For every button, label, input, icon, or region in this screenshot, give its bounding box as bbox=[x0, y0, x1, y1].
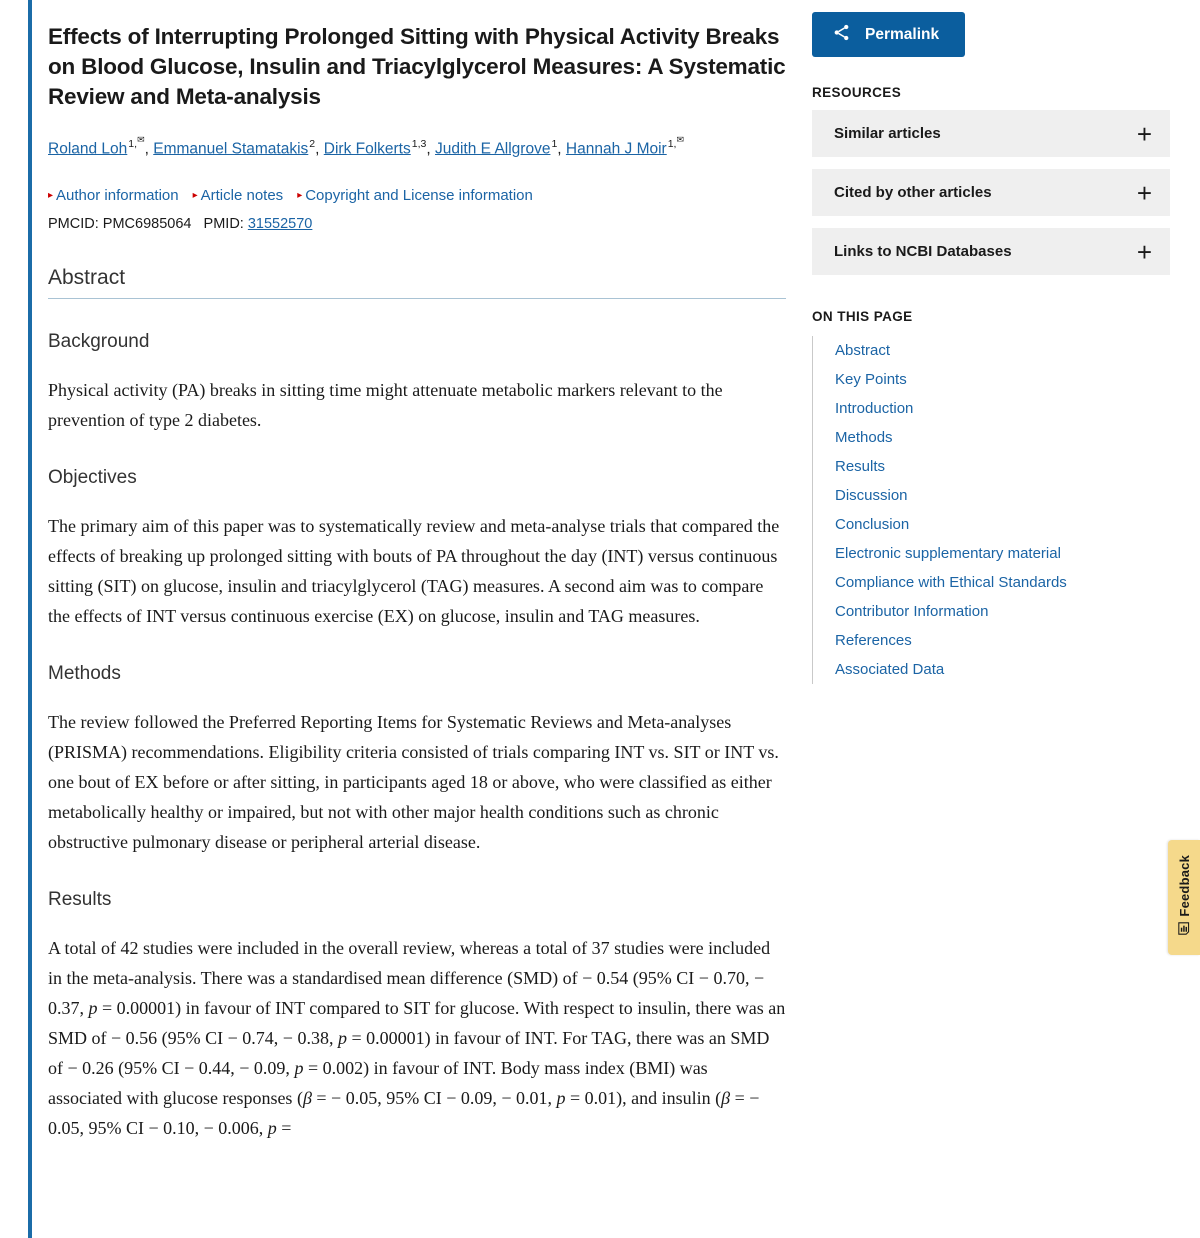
author-link[interactable]: Dirk Folkerts bbox=[323, 140, 411, 158]
plus-icon[interactable]: + bbox=[1136, 236, 1152, 267]
plus-icon[interactable]: + bbox=[1136, 118, 1152, 149]
abstract-subheading: Methods bbox=[48, 662, 121, 684]
abstract-paragraph: The primary aim of this paper was to systematically review and meta-analyse trials that compared the effects of breaking up prolonged sitting with bouts of PA throughout the day (INT) versus continuous sitting (SIT) on glucose, insulin and triacylglycerol (TAG) measures. A second aim was to compare the effects of INT versus continuous exercise (EX) on glucose, insulin and TAG measures. bbox=[48, 515, 780, 626]
abstract-paragraph: The review followed the Preferred Reporting Items for Systematic Reviews and Meta-analyses (PRISMA) recommendations. Eligibility criteria consisted of trials comparing INT vs. SIT or INT vs. one bout of EX before or after sitting, in participants aged 18 or above, who were classified as either metabolically healthy or impaired, but not with other major health conditions such as chronic obstructive pulmonary disease or peripheral arterial disease. bbox=[48, 711, 779, 852]
toc-item[interactable]: Abstract bbox=[835, 342, 891, 359]
author-link[interactable]: Roland Loh bbox=[48, 140, 128, 158]
author-affiliation-marker: 1,3 bbox=[411, 138, 427, 151]
permalink-button[interactable] bbox=[812, 12, 965, 57]
on-this-page-section bbox=[812, 309, 1170, 684]
author-link[interactable]: Emmanuel Stamatakis bbox=[153, 140, 309, 158]
triangle-right-icon: ▸ bbox=[48, 190, 54, 202]
chart-icon bbox=[1178, 922, 1191, 940]
pmcid-label: PMCID: bbox=[48, 215, 99, 232]
resource-accordion-item[interactable] bbox=[812, 169, 1170, 216]
resource-accordion-label: Links to NCBI Databases bbox=[834, 243, 1012, 260]
on-this-page-title: ON THIS PAGE bbox=[812, 309, 913, 324]
pmid-link[interactable]: 31552570 bbox=[247, 215, 313, 232]
abstract-subheading: Results bbox=[48, 888, 112, 910]
author-list: Roland Loh$^{1,✉}$, Emmanuel Stamatakis$^2$, Dirk Folkerts$^{1,3}$, Judith E Allgrove$^1$, Hannah J Moir$^{1,✉}$ bbox=[48, 134, 685, 158]
toc-item[interactable]: Associated Data bbox=[835, 661, 945, 678]
article-meta-links bbox=[48, 185, 786, 206]
toc-item[interactable]: Conclusion bbox=[835, 516, 910, 533]
abstract-heading: Abstract bbox=[48, 266, 786, 299]
table-of-contents bbox=[812, 336, 1170, 684]
toc-item[interactable]: Contributor Information bbox=[835, 603, 989, 620]
author-link[interactable]: Hannah J Moir bbox=[565, 140, 667, 158]
page-title: Effects of Interrupting Prolonged Sitting with Physical Activity Breaks on Blood Glucose, Insulin and Triacylglycerol Measures: A Systematic Review and Meta-analysis bbox=[48, 24, 786, 109]
envelope-icon[interactable]: ✉ bbox=[676, 134, 685, 145]
triangle-right-icon: ▸ bbox=[192, 190, 198, 202]
abstract-paragraph: A total of 42 studies were included in the overall review, whereas a total of 37 studies were included in the meta-analysis. There was a standardised mean difference (SMD) of − 0.54 (95% CI − 0.70, − 0.37, p = 0.00001) in favour of INT compared to SIT for glucose. With respect to insulin, there was an SMD of − 0.56 (95% CI − 0.74, − 0.38, p = 0.00001) in favour of INT. For TAG, there was an SMD of − 0.26 (95% CI − 0.44, − 0.09, p = 0.002) in favour of INT. Body mass index (BMI) was associated with glucose responses (β = − 0.05, 95% CI − 0.09, − 0.01, p = 0.01), and insulin (β = − 0.05, 95% CI − 0.10, − 0.006, p = bbox=[48, 937, 786, 1138]
sidebar bbox=[800, 0, 1200, 684]
pmcid-value: PMC6985064 bbox=[102, 215, 192, 232]
toc-item[interactable]: Compliance with Ethical Standards bbox=[835, 574, 1067, 591]
author-affiliation-marker: 1 bbox=[551, 138, 558, 151]
pmid-label: PMID: bbox=[203, 215, 244, 232]
author-affiliation-marker: 1,✉ bbox=[128, 134, 145, 151]
abstract-subheading: Objectives bbox=[48, 466, 137, 488]
resource-accordion-label: Similar articles bbox=[834, 125, 941, 142]
resources-accordion bbox=[812, 110, 1170, 275]
toc-item[interactable]: Introduction bbox=[835, 400, 914, 417]
toc-item[interactable]: Electronic supplementary material bbox=[835, 545, 1061, 562]
resources-title: RESOURCES bbox=[812, 85, 902, 100]
resource-accordion-item[interactable] bbox=[812, 110, 1170, 157]
toc-item[interactable]: Results bbox=[835, 458, 886, 475]
author-affiliation-marker: 1,✉ bbox=[667, 134, 685, 151]
plus-icon[interactable]: + bbox=[1136, 177, 1152, 208]
meta-link[interactable]: ▸ Copyright and License information bbox=[297, 186, 533, 204]
meta-link[interactable]: ▸ Article notes bbox=[192, 186, 284, 204]
resource-accordion-label: Cited by other articles bbox=[834, 184, 992, 201]
share-icon bbox=[832, 23, 851, 47]
triangle-right-icon: ▸ bbox=[297, 190, 303, 202]
feedback-label: Feedback bbox=[1176, 854, 1192, 917]
toc-item[interactable]: Key Points bbox=[835, 371, 907, 388]
feedback-tab[interactable] bbox=[1168, 840, 1200, 955]
abstract-subheading: Background bbox=[48, 330, 150, 352]
abstract-sections bbox=[48, 331, 786, 1143]
toc-item[interactable]: Discussion bbox=[835, 487, 908, 504]
author-affiliation-marker: 2 bbox=[309, 138, 316, 151]
article-identifiers bbox=[48, 216, 786, 232]
abstract-paragraph: Physical activity (PA) breaks in sitting time might attenuate metabolic markers relevant to the prevention of type 2 diabetes. bbox=[48, 379, 723, 430]
permalink-label: Permalink bbox=[865, 25, 940, 43]
toc-item[interactable]: Methods bbox=[835, 429, 893, 446]
resource-accordion-item[interactable] bbox=[812, 228, 1170, 275]
meta-link[interactable]: ▸ Author information bbox=[48, 186, 179, 204]
toc-item[interactable]: References bbox=[835, 632, 912, 649]
envelope-icon[interactable]: ✉ bbox=[137, 134, 145, 145]
author-link[interactable]: Judith E Allgrove bbox=[434, 140, 551, 158]
